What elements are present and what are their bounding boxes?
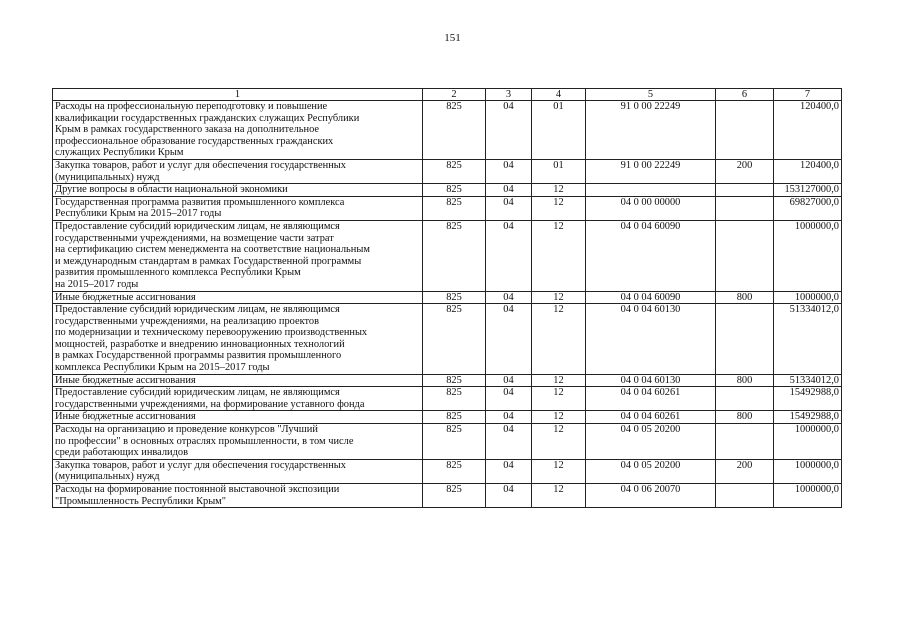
row-code-target: 04 0 05 20200 bbox=[586, 424, 716, 460]
row-code-ministry: 825 bbox=[423, 484, 486, 508]
row-code-ministry: 825 bbox=[423, 304, 486, 375]
row-name: Закупка товаров, работ и услуг для обеспечения государственных (муниципальных) нужд bbox=[53, 159, 423, 183]
budget-table bbox=[52, 88, 842, 508]
row-code-type bbox=[716, 184, 774, 197]
table-row bbox=[53, 374, 842, 387]
row-code-section: 04 bbox=[486, 411, 532, 424]
row-code-ministry: 825 bbox=[423, 220, 486, 291]
header-cell: 2 bbox=[423, 89, 486, 101]
row-amount: 15492988,0 bbox=[774, 387, 842, 411]
table-row bbox=[53, 101, 842, 160]
row-code-type: 800 bbox=[716, 374, 774, 387]
row-code-ministry: 825 bbox=[423, 424, 486, 460]
row-code-type bbox=[716, 304, 774, 375]
row-code-section: 04 bbox=[486, 424, 532, 460]
table-row bbox=[53, 220, 842, 291]
row-code-section: 04 bbox=[486, 196, 532, 220]
row-code-target: 04 0 04 60261 bbox=[586, 411, 716, 424]
table-row bbox=[53, 291, 842, 304]
table-row bbox=[53, 424, 842, 460]
table-row bbox=[53, 387, 842, 411]
row-code-target bbox=[586, 184, 716, 197]
row-name: Иные бюджетные ассигнования bbox=[53, 291, 423, 304]
row-amount: 1000000,0 bbox=[774, 220, 842, 291]
row-name: Расходы на организацию и проведение конкурсов "Лучший по профессии" в основных отраслях промышленности, в том числе среди работающих инвалидов bbox=[53, 424, 423, 460]
row-code-type: 800 bbox=[716, 291, 774, 304]
row-code-section: 04 bbox=[486, 184, 532, 197]
row-code-type bbox=[716, 484, 774, 508]
row-code-section: 04 bbox=[486, 374, 532, 387]
row-code-subsection: 12 bbox=[532, 484, 586, 508]
row-code-type bbox=[716, 387, 774, 411]
row-amount: 1000000,0 bbox=[774, 459, 842, 483]
row-code-target: 04 0 04 60090 bbox=[586, 220, 716, 291]
row-amount: 153127000,0 bbox=[774, 184, 842, 197]
row-amount: 1000000,0 bbox=[774, 484, 842, 508]
header-cell: 1 bbox=[53, 89, 423, 101]
row-amount: 120400,0 bbox=[774, 159, 842, 183]
table-row bbox=[53, 484, 842, 508]
row-code-type: 200 bbox=[716, 159, 774, 183]
row-code-subsection: 01 bbox=[532, 159, 586, 183]
row-code-ministry: 825 bbox=[423, 459, 486, 483]
row-code-section: 04 bbox=[486, 459, 532, 483]
row-name: Предоставление субсидий юридическим лицам, не являющимся государственными учреждениями, на возмещение части затрат на сертификацию систем менеджмента на соответствие национальным и международным стандартам в рамках Государственной программы развития промышленного комплекса Республики Крым на 2015–2017 годы bbox=[53, 220, 423, 291]
row-amount: 51334012,0 bbox=[774, 374, 842, 387]
row-code-type: 800 bbox=[716, 411, 774, 424]
row-name: Расходы на профессиональную переподготовку и повышение квалификации государственных гражданских служащих Республики Крым в рамках государственного заказа на дополнительное профессиональное образование государственных гражданских служащих Республики Крым bbox=[53, 101, 423, 160]
row-code-subsection: 12 bbox=[532, 196, 586, 220]
row-name: Другие вопросы в области национальной экономики bbox=[53, 184, 423, 197]
row-code-ministry: 825 bbox=[423, 374, 486, 387]
row-code-subsection: 12 bbox=[532, 184, 586, 197]
table-row bbox=[53, 159, 842, 183]
row-code-target: 04 0 04 60261 bbox=[586, 387, 716, 411]
row-code-ministry: 825 bbox=[423, 159, 486, 183]
header-cell: 5 bbox=[586, 89, 716, 101]
row-code-target: 04 0 05 20200 bbox=[586, 459, 716, 483]
row-code-target: 04 0 04 60090 bbox=[586, 291, 716, 304]
row-code-section: 04 bbox=[486, 220, 532, 291]
row-code-subsection: 01 bbox=[532, 101, 586, 160]
row-amount: 69827000,0 bbox=[774, 196, 842, 220]
header-cell: 3 bbox=[486, 89, 532, 101]
table-row bbox=[53, 304, 842, 375]
page-number: 151 bbox=[444, 32, 461, 44]
row-amount: 120400,0 bbox=[774, 101, 842, 160]
row-code-ministry: 825 bbox=[423, 411, 486, 424]
row-amount: 51334012,0 bbox=[774, 304, 842, 375]
row-code-type bbox=[716, 220, 774, 291]
row-code-ministry: 825 bbox=[423, 387, 486, 411]
header-cell: 4 bbox=[532, 89, 586, 101]
table-row bbox=[53, 459, 842, 483]
row-name: Иные бюджетные ассигнования bbox=[53, 411, 423, 424]
row-code-target: 04 0 04 60130 bbox=[586, 304, 716, 375]
row-code-target: 91 0 00 22249 bbox=[586, 159, 716, 183]
row-amount: 15492988,0 bbox=[774, 411, 842, 424]
row-code-ministry: 825 bbox=[423, 101, 486, 160]
table-header-row bbox=[53, 89, 842, 101]
row-code-target: 91 0 00 22249 bbox=[586, 101, 716, 160]
header-cell: 6 bbox=[716, 89, 774, 101]
row-code-type: 200 bbox=[716, 459, 774, 483]
table-row bbox=[53, 184, 842, 197]
row-code-target: 04 0 06 20070 bbox=[586, 484, 716, 508]
row-code-type bbox=[716, 196, 774, 220]
row-code-section: 04 bbox=[486, 101, 532, 160]
row-code-type bbox=[716, 101, 774, 160]
row-code-section: 04 bbox=[486, 304, 532, 375]
row-amount: 1000000,0 bbox=[774, 291, 842, 304]
row-name: Предоставление субсидий юридическим лицам, не являющимся государственными учреждениями, на реализацию проектов по модернизации и техническому перевооружению производственных мощностей, разработке и внедрению инновационных технологий в рамках Государственной программы развития промышленного комплекса Республики Крым на 2015–2017 годы bbox=[53, 304, 423, 375]
row-code-subsection: 12 bbox=[532, 374, 586, 387]
row-code-type bbox=[716, 424, 774, 460]
row-code-section: 04 bbox=[486, 387, 532, 411]
row-code-subsection: 12 bbox=[532, 424, 586, 460]
header-cell: 7 bbox=[774, 89, 842, 101]
row-code-subsection: 12 bbox=[532, 411, 586, 424]
row-code-ministry: 825 bbox=[423, 196, 486, 220]
row-name: Предоставление субсидий юридическим лицам, не являющимся государственными учреждениями, на формирование уставного фонда bbox=[53, 387, 423, 411]
row-code-target: 04 0 04 60130 bbox=[586, 374, 716, 387]
row-amount: 1000000,0 bbox=[774, 424, 842, 460]
row-name: Расходы на формирование постоянной выставочной экспозиции "Промышленность Республики Крым" bbox=[53, 484, 423, 508]
row-code-section: 04 bbox=[486, 484, 532, 508]
row-name: Государственная программа развития промышленного комплекса Республики Крым на 2015–2017 годы bbox=[53, 196, 423, 220]
row-name: Иные бюджетные ассигнования bbox=[53, 374, 423, 387]
row-code-target: 04 0 00 00000 bbox=[586, 196, 716, 220]
table-row bbox=[53, 196, 842, 220]
row-code-subsection: 12 bbox=[532, 459, 586, 483]
row-code-subsection: 12 bbox=[532, 387, 586, 411]
row-code-subsection: 12 bbox=[532, 291, 586, 304]
table-row bbox=[53, 411, 842, 424]
row-code-subsection: 12 bbox=[532, 304, 586, 375]
row-code-ministry: 825 bbox=[423, 184, 486, 197]
row-code-subsection: 12 bbox=[532, 220, 586, 291]
row-code-section: 04 bbox=[486, 291, 532, 304]
row-code-section: 04 bbox=[486, 159, 532, 183]
row-name: Закупка товаров, работ и услуг для обеспечения государственных (муниципальных) нужд bbox=[53, 459, 423, 483]
row-code-ministry: 825 bbox=[423, 291, 486, 304]
